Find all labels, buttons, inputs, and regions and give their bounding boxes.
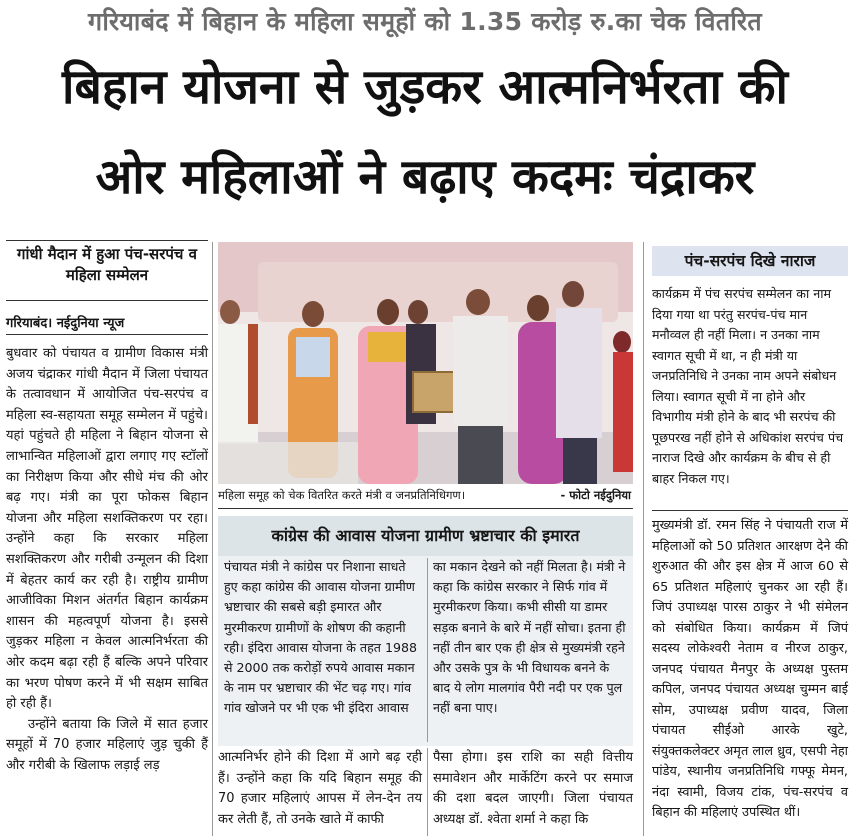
left-article-body <box>6 344 208 776</box>
photo-caption: महिला समूह को चेक वितरित करते मंत्री व जनप्रतिनिधिगण। <box>218 488 466 502</box>
box-title: कांग्रेस की आवास योजना ग्रामीण भ्रष्टाचार की इमारत <box>218 516 633 556</box>
right-paragraph-2: मुख्यमंत्री डॉ. रमन सिंह ने पंचायती राज में महिलाओं को 50 प्रतिशत आरक्षण देने की शुरुआत की और इस क्षेत्र में आज 60 से 65 प्रतिशत महिलाएं चुनकर आ रही हैं। जिपं उपाध्यक्ष पारस ठाकुर ने भी संमेलन को संबोधित किया। कार्यक्रम में जिपं सदस्य लोकेश्वरी नेताम व नीरज ठाकुर, जनपद पंचायत मैनपुर के अध्यक्ष पुस्तम कपिल, जनपद पंचायत अध्यक्ष चुम्मन बाई सोम, उपाध्यक्ष प्रवीण यादव, जिला पंचायत सीईओ आरके खुटे, संयुक्तकलेक्टर अमृत लाल ध्रुव, एसपी नेहा पांडेय, स्थानीय जनप्रतिनिधि गफ्फू मेमन, नंदा स्वामी, विजय टांक, पंच-सरपंच व बिहान की महिलाएं उपस्थित थीं। <box>652 518 848 820</box>
box-column-2: का मकान देखने को नहीं मिलता है। मंत्री ने कहा कि कांग्रेस सरकार ने सिर्फ गांव में मुरमीकरण किया। कभी सीसी या डामर सड़क बनाने के बारे में नहीं सोचा। इतना ही नहीं तीन बार एक ही क्षेत्र से मुख्यमंत्री रहने और उसके पुत्र के भी विधायक बनने के बाद ये लोग मालगांव पैरी नदी पर एक पुल नहीं बना पाए। <box>433 559 626 716</box>
news-photo <box>218 242 633 484</box>
headline-line-2: ओर महिलाओं ने बढ़ाए कदमः चंद्राकर <box>95 149 755 205</box>
right-subhead: पंच-सरपंच दिखे नाराज <box>652 246 848 276</box>
left-subhead: गांधी मैदान में हुआ पंच-सरपंच व महिला सम्मेलन <box>17 245 197 284</box>
byline: गरियाबंद। नईदुनिया न्यूज <box>6 316 125 331</box>
left-paragraph-2: उन्होंने बताया कि जिले में सात हजार समूहों में 70 हजार महिलाएं जुड़ चुकी हैं और गरीबी के खिलाफ लड़ाई लड़ <box>6 716 208 773</box>
bottom-column-2: पैसा होगा। इस राशि का सही वित्तीय समावेशन और मार्केटिंग करने पर समाज की दशा बदल जाएगी। जिला पंचायत अध्यक्ष डॉ. श्वेता शर्मा ने कहा कि <box>433 750 633 827</box>
headline-line-1: बिहान योजना से जुड़कर आत्मनिर्भरता की <box>62 59 788 115</box>
box-column-1: पंचायत मंत्री ने कांग्रेस पर निशाना साधते हुए कहा कांग्रेस की आवास योजना ग्रामीण भ्रष्टाचार की सबसे बड़ी इमारत और मुरमीकरण ग्रामीणों के शोषण की कहानी रही। इंदिरा आवास योजना के तहत 1988 से 2000 तक करोड़ों रुपये आवास मकान के नाम पर भ्रष्टाचार की भेंट चढ़ गए। गांव गांव खोजने पर भी एक भी इंदिरा आवास <box>224 559 418 716</box>
right-paragraph-1: कार्यक्रम में पंच सरपंच सम्मेलन का नाम दिया गया था परंतु सरपंच-पंच मान मनौव्वल ही नहीं मिला। न उनका नाम स्वागत सूची में था, न ही मंत्री या जनप्रतिनिधि ने उनका नाम अपने संबोधन लिया। स्वागत सूची में ना होने और विभागीय मंत्री होने के बाद भी सरपंच की पूछपरख नहीं होने से अधिकांश सरपंच पंच नाराज दिखे और कार्यक्रम के बीच से ही बाहर निकल गए। <box>652 286 844 486</box>
bottom-column-1: आत्मनिर्भर होने की दिशा में आगे बढ़ रही हैं। उन्होंने कहा कि यदि बिहान समूह की 70 हजार महिलाएं आपस में लेन-देन तय कर लेती हैं, तो उनके खाते में काफी <box>218 750 422 827</box>
kicker-headline: गरियाबंद में बिहान के महिला समूहों को 1.35 करोड़ रु.का चेक वितरित <box>88 7 762 36</box>
left-paragraph-1: बुधवार को पंचायत व ग्रामीण विकास मंत्री अजय चंद्राकर गांधी मैदान में जिला पंचायत के तत्वावधान में आयोजित पंच-सरपंच व महिला स्व-सहायता समूह सम्मेलन में पहुंचे। यहां पहुंचते ही महिला ने बिहान योजना से लाभान्वित महिलाओं द्वारा लगाए गए स्टॉलों का निरीक्षण किया और सीधे मंच की ओर बढ़ गए। मंत्री का पूरा फोकस बिहान योजना और महिला सशक्तिकरण पर रहा। उन्होंने कहा कि सरकार महिला सशक्तिकरण और गरीबी उन्मूलन की दिशा में बेहतर कार्य कर रही है। राष्ट्रीय ग्रामीण आजीविका मिशन अंतर्गत बिहान कार्यक्रम शासन की महत्वपूर्ण योजना है। इससे जुड़कर महिला न केवल आत्मनिर्भरता की ओर कदम बढ़ा रही हैं बल्कि अपने परिवार का भरण पोषण करने में भी सक्षम साबित हो रही हैं। <box>6 346 208 712</box>
photo-caption-line <box>218 487 633 503</box>
photo-credit: - फोटो नईदुनिया <box>560 488 631 502</box>
photo-illustration <box>218 242 633 484</box>
